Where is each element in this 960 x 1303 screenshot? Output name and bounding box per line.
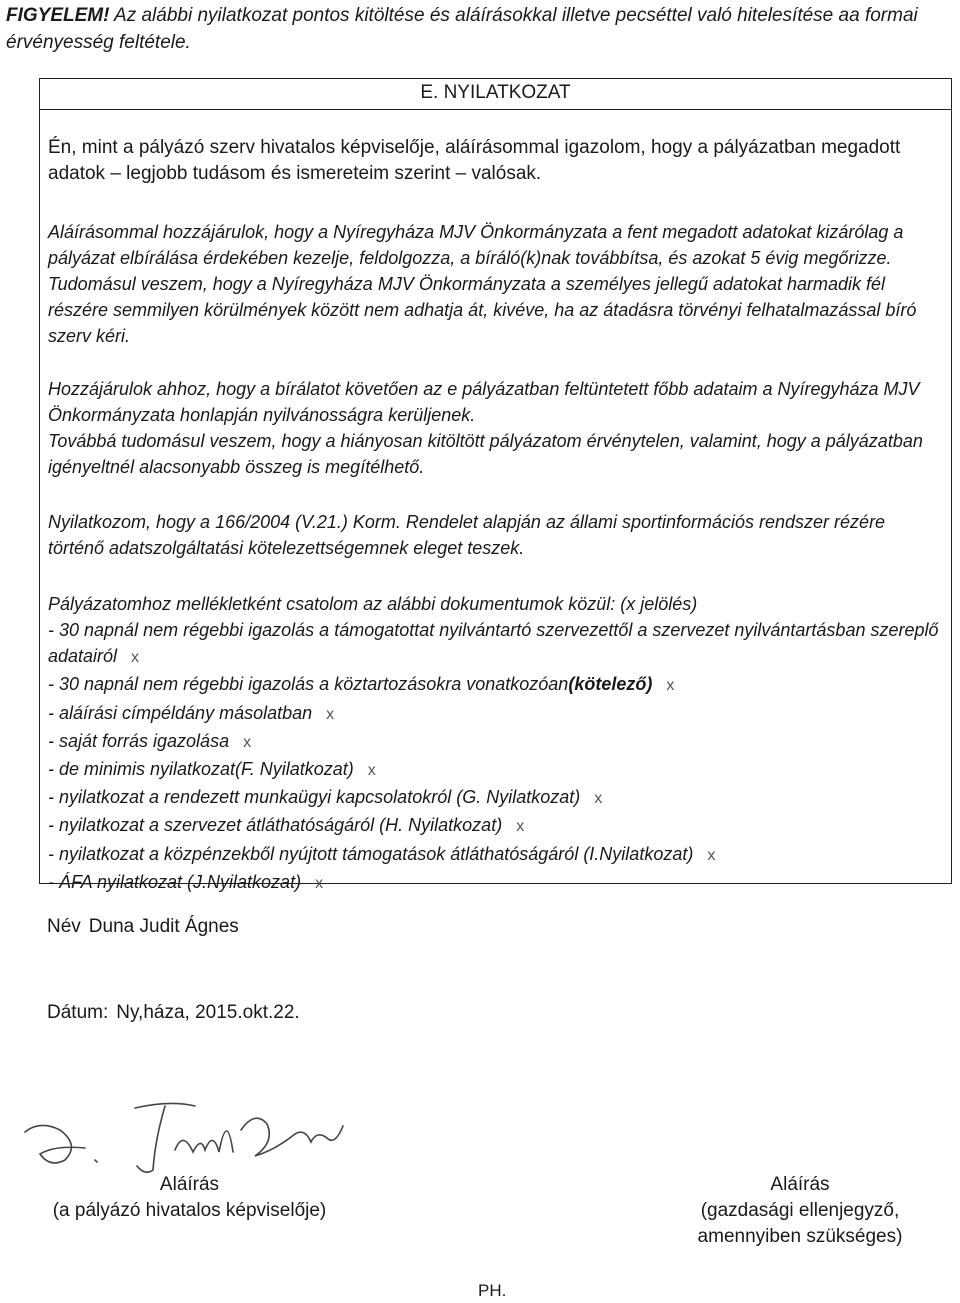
checkmark-icon: x [594,790,603,808]
attachments-list [48,617,943,897]
declaration-title: E. NYILATKOZAT [40,79,951,110]
warning-notice [6,2,951,56]
checkmark-icon: x [243,733,252,751]
signature-block-applicant [47,1172,332,1224]
list-item: - nyilatkozat a szervezet átláthatóságáról (H. Nyilatkozat) x [48,815,525,836]
list-item: - nyilatkozat a rendezett munkaügyi kapcsolatokról (G. Nyilatkozat) x [48,787,603,808]
checkmark-icon: x [131,649,140,667]
signature-role: (gazdasági ellenjegyző, amennyiben szükséges) [697,1200,903,1247]
warning-label: FIGYELEM! [6,5,110,26]
name-value: Duna Judit Ágnes [88,916,239,937]
name-label: Név [47,916,81,937]
attachments-intro: Pályázatomhoz mellékletként csatolom az alábbi dokumentumok közül: (x jelölés) [48,594,698,614]
date-label: Dátum: [47,1002,109,1023]
signature-label: Aláírás [159,1174,220,1195]
name-field [47,914,239,940]
acknowledgement-paragraph: Továbbá tudomásul veszem, hogy a hiányosan kitöltött pályázatom érvénytelen, valamint, hogy a pályázatban igényeltnél alacsonyabb összeg is megítélhető. [48,431,923,477]
checkmark-icon: x [516,818,525,836]
declaration-intro: Én, mint a pályázó szerv hivatalos képviselője, aláírásommal igazolom, hogy a pályázatban megadott adatok – legjobb tudásom és ismereteim szerint – valósak. [48,137,901,184]
declaration-box [39,78,952,892]
consent-paragraph: Aláírásommal hozzájárulok, hogy a Nyíregyháza MJV Önkormányzata a fent megadott adatokat kizárólag a pályázat elbírálása érdekében kezelje, feldolgozza, a bíráló(k)nak továbbítsa, és azokat 5 évig megőrizze. Tudomásul veszem, hogy a Nyíregyháza MJV Önkormányzata a személyes jellegű adatokat harmadik fél részére semmilyen körülmények között nem adhatja át, kivéve, ha az átadásra törvényi felhatalmazással bíró szerv kéri. [48,222,917,346]
list-item: - ÁFA nyilatkozat (J.Nyilatkozat) x [48,871,324,892]
checkmark-icon: x [367,762,376,780]
checkmark-icon: x [666,677,675,695]
checkmark-icon: x [707,846,716,864]
publication-paragraph: Hozzájárulok ahhoz, hogy a bírálatot követően az e pályázatban feltüntetett főbb adataim a Nyíregyháza MJV Önkormányzata honlapján nyilvánosságra kerüljenek. [48,379,920,425]
list-item: - nyilatkozat a közpénzekből nyújtott támogatások átláthatóságáról (I.Nyilatkozat) x [48,843,716,864]
list-item: - de minimis nyilatkozat(F. Nyilatkozat) x [48,759,376,780]
signature-label: Aláírás [770,1174,830,1195]
handwritten-signature [5,1090,365,1180]
list-item: - saját forrás igazolása x [48,730,252,751]
checkmark-icon: x [326,705,335,723]
regulation-paragraph: Nyilatkozom, hogy a 166/2004 (V.21.) Korm. Rendelet alapján az állami sportinformációs rendszer rézére történő adatszolgáltatási kötelezettségemnek eleget teszek. [48,512,886,558]
list-item: - aláírási címpéldány másolatban x [48,702,335,723]
list-item: - 30 napnál nem régebbi igazolás a köztartozásokra vonatkozóan(kötelező) x [48,674,675,695]
warning-text: Az alábbi nyilatkozat pontos kitöltése és aláírásokkal illetve pecséttel való hitelesítése aa formai érvényesség feltétele. [6,5,918,53]
stamp-placeholder: PH. [478,1281,507,1300]
list-item: - 30 napnál nem régebbi igazolás a támogatottat nyilvántartó szervezettől a szervezet nyilvántartásban szereplő adatairól x [48,620,939,667]
signature-role: (a pályázó hivatalos képviselője) [52,1200,327,1221]
signature-block-finance [680,1172,920,1250]
date-field [47,1000,300,1026]
date-value: Ny,háza, 2015.okt.22. [116,1002,300,1023]
checkmark-icon: x [315,874,324,892]
